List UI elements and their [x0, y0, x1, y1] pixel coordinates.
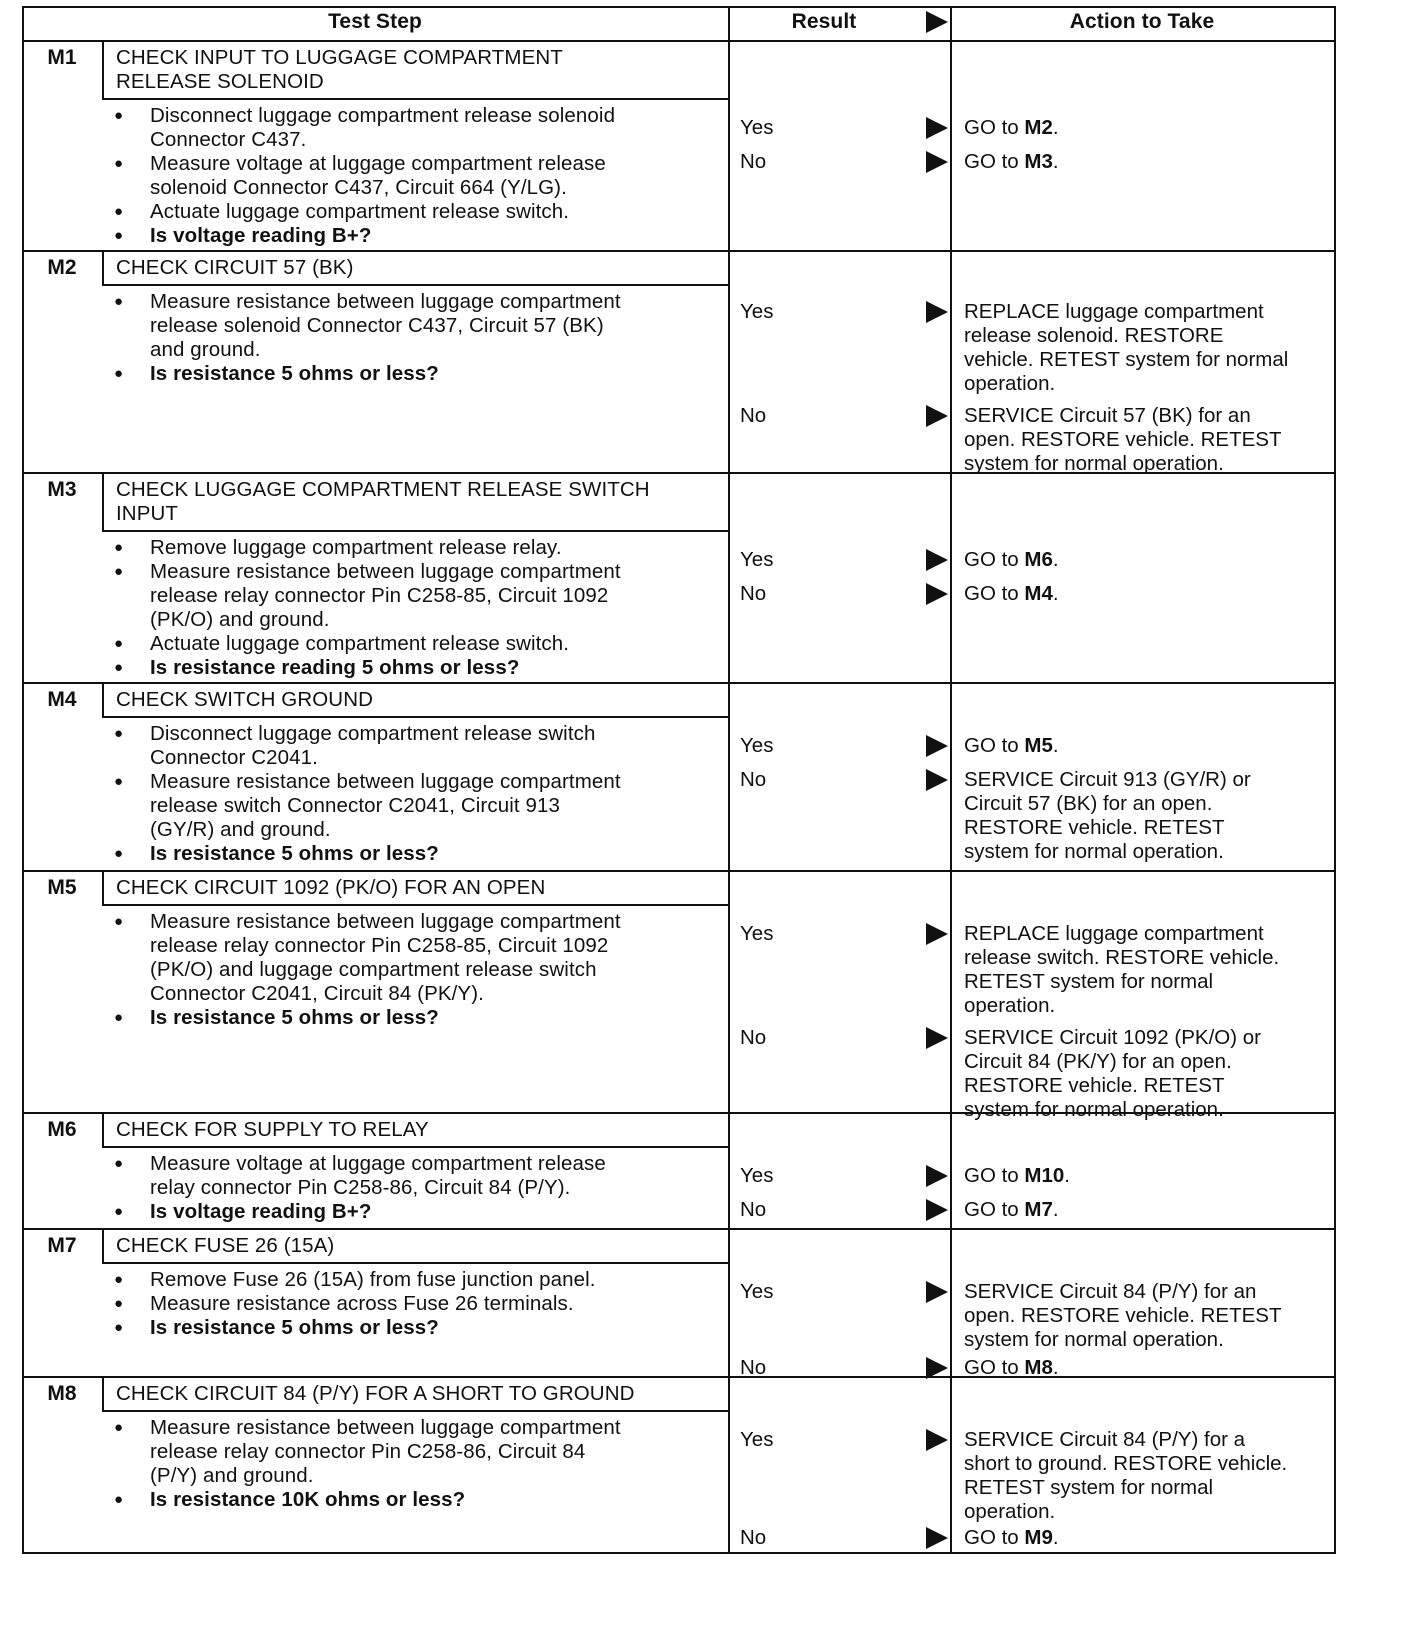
action-text-body: GO to — [964, 1164, 1025, 1187]
step-title: CHECK CIRCUIT 57 (BK) — [116, 256, 354, 279]
bullet-icon: ● — [114, 773, 124, 790]
result-arrow-icon — [926, 1281, 948, 1303]
step-title-underline — [102, 1146, 728, 1148]
header-result: Result — [791, 10, 857, 33]
result-arrow-icon — [926, 1357, 948, 1379]
action-column-divider — [950, 6, 952, 1552]
step-bottom-border — [22, 1552, 1334, 1554]
action-text-suffix: . — [1052, 582, 1059, 605]
result-arrow-icon — [926, 1199, 948, 1221]
action-text — [964, 1026, 1330, 1122]
action-text-body: SERVICE Circuit 84 (P/Y) for an open. RESTORE vehicle. RETEST system for normal operation. — [964, 1280, 1282, 1351]
action-text — [964, 1428, 1330, 1524]
bullet-icon: ● — [114, 635, 124, 652]
step-title-underline — [102, 1262, 728, 1264]
action-text — [964, 1356, 1330, 1380]
action-text-suffix: . — [1052, 116, 1059, 139]
action-text — [964, 1526, 1330, 1550]
action-text-body: GO to — [964, 150, 1025, 173]
step-id: M8 — [47, 1382, 77, 1405]
action-text-suffix: . — [1052, 734, 1059, 757]
action-text-body: REPLACE luggage compartment release switch. RESTORE vehicle. RETEST system for normal operation. — [964, 922, 1280, 1017]
bullet-icon: ● — [114, 1009, 124, 1026]
result-arrow-icon — [926, 923, 948, 945]
bullet-icon: ● — [114, 725, 124, 742]
header-test-step: Test Step — [328, 10, 422, 33]
step-title-underline — [102, 716, 728, 718]
bullet-icon: ● — [114, 203, 124, 220]
action-text — [964, 116, 1330, 140]
step-title-underline — [102, 1410, 728, 1412]
result-no: No — [740, 1026, 767, 1049]
result-arrow-icon — [926, 549, 948, 571]
diagnostic-table — [22, 6, 1390, 1618]
bullet-icon: ● — [114, 845, 124, 862]
bullet-icon: ● — [114, 539, 124, 556]
step-instruction: Measure resistance between luggage compartment release solenoid Connector C437, Circuit 57 (BK) and ground. — [150, 290, 621, 361]
action-text-suffix: . — [1052, 1356, 1059, 1379]
header-action: Action to Take — [1069, 10, 1215, 33]
result-yes: Yes — [740, 116, 774, 139]
result-arrow-icon — [926, 583, 948, 605]
step-id: M5 — [47, 876, 77, 899]
result-arrow-icon — [926, 1527, 948, 1549]
step-title: CHECK CIRCUIT 1092 (PK/O) FOR AN OPEN — [116, 876, 546, 899]
step-id-divider — [102, 682, 104, 716]
action-step-ref: M3 — [1024, 150, 1053, 173]
step-instruction: Measure voltage at luggage compartment release solenoid Connector C437, Circuit 664 (Y/LG). — [150, 152, 606, 199]
action-step-ref: M5 — [1024, 734, 1053, 757]
result-yes: Yes — [740, 1164, 774, 1187]
action-text — [964, 548, 1330, 572]
result-no: No — [740, 404, 767, 427]
action-text — [964, 734, 1330, 758]
action-text-body: GO to — [964, 1198, 1025, 1221]
result-yes: Yes — [740, 300, 774, 323]
action-text — [964, 150, 1330, 174]
bullet-icon: ● — [114, 1203, 124, 1220]
result-arrow-icon — [926, 1027, 948, 1049]
result-no: No — [740, 150, 767, 173]
result-arrow-icon — [926, 117, 948, 139]
bullet-icon: ● — [114, 293, 124, 310]
step-title: CHECK FOR SUPPLY TO RELAY — [116, 1118, 429, 1141]
step-instruction: Measure resistance between luggage compartment release relay connector Pin C258-85, Circuit 1092 (PK/O) and ground. — [150, 560, 621, 631]
bullet-icon: ● — [114, 1319, 124, 1336]
step-title-underline — [102, 98, 728, 100]
action-text — [964, 300, 1330, 396]
action-text-suffix: . — [1052, 548, 1059, 571]
bullet-icon: ● — [114, 1295, 124, 1312]
result-arrow-icon — [926, 301, 948, 323]
bullet-icon: ● — [114, 155, 124, 172]
step-bottom-border — [22, 682, 1334, 684]
step-question: Is resistance 5 ohms or less? — [150, 362, 439, 385]
action-text-body: GO to — [964, 116, 1025, 139]
result-column-divider — [728, 6, 730, 1552]
action-text-body: SERVICE Circuit 1092 (PK/O) or Circuit 84 (PK/Y) for an open. RESTORE vehicle. RETEST system for normal operation. — [964, 1026, 1261, 1121]
action-step-ref: M2 — [1024, 116, 1053, 139]
action-text-suffix: . — [1052, 1526, 1059, 1549]
action-text — [964, 582, 1330, 606]
step-question: Is resistance reading 5 ohms or less? — [150, 656, 520, 679]
step-instruction: Disconnect luggage compartment release switch Connector C2041. — [150, 722, 596, 769]
result-yes: Yes — [740, 734, 774, 757]
step-question: Is voltage reading B+? — [150, 1200, 372, 1223]
action-text-body: GO to — [964, 548, 1025, 571]
action-step-ref: M6 — [1024, 548, 1053, 571]
step-id-divider — [102, 1228, 104, 1262]
action-text-body: SERVICE Circuit 57 (BK) for an open. RESTORE vehicle. RETEST system for normal operation. — [964, 404, 1282, 475]
step-bottom-border — [22, 1228, 1334, 1230]
step-question: Is resistance 5 ohms or less? — [150, 1006, 439, 1029]
step-title: CHECK FUSE 26 (15A) — [116, 1234, 335, 1257]
step-question: Is resistance 5 ohms or less? — [150, 842, 439, 865]
table-left-border — [22, 6, 24, 1552]
action-text-body: REPLACE luggage compartment release solenoid. RESTORE vehicle. RETEST system for normal operation. — [964, 300, 1289, 395]
result-arrow-icon — [926, 1165, 948, 1187]
result-yes: Yes — [740, 922, 774, 945]
step-question: Is resistance 5 ohms or less? — [150, 1316, 439, 1339]
action-text-body: SERVICE Circuit 84 (P/Y) for a short to ground. RESTORE vehicle. RETEST system for normal operation. — [964, 1428, 1288, 1523]
header-arrow-icon — [926, 11, 948, 33]
action-step-ref: M10 — [1024, 1164, 1065, 1187]
bullet-icon: ● — [114, 107, 124, 124]
bullet-icon: ● — [114, 1419, 124, 1436]
step-id-divider — [102, 40, 104, 98]
result-no: No — [740, 768, 767, 791]
step-id: M4 — [47, 688, 77, 711]
bullet-icon: ● — [114, 1491, 124, 1508]
action-text-body: GO to — [964, 1356, 1025, 1379]
step-instruction: Measure resistance between luggage compartment release relay connector Pin C258-85, Circuit 1092 (PK/O) and luggage compartment release switch Connector C2041, Circuit 84 (PK/Y). — [150, 910, 621, 1005]
step-instruction: Measure resistance across Fuse 26 terminals. — [150, 1292, 574, 1315]
action-text-body: GO to — [964, 1526, 1025, 1549]
step-title: CHECK INPUT TO LUGGAGE COMPARTMENT RELEASE SOLENOID — [116, 46, 563, 93]
step-instruction: Measure resistance between luggage compartment release switch Connector C2041, Circuit 913 (GY/R) and ground. — [150, 770, 621, 841]
action-text — [964, 1280, 1330, 1352]
step-id: M3 — [47, 478, 77, 501]
action-step-ref: M7 — [1024, 1198, 1053, 1221]
result-arrow-icon — [926, 151, 948, 173]
action-text-suffix: . — [1052, 150, 1059, 173]
result-arrow-icon — [926, 1429, 948, 1451]
result-no: No — [740, 1356, 767, 1379]
action-text — [964, 922, 1330, 1018]
step-instruction: Measure resistance between luggage compartment release relay connector Pin C258-86, Circuit 84 (P/Y) and ground. — [150, 1416, 621, 1487]
bullet-icon: ● — [114, 365, 124, 382]
table-top-border — [22, 6, 1334, 8]
step-id-divider — [102, 1112, 104, 1146]
action-step-ref: M9 — [1024, 1526, 1053, 1549]
step-id-divider — [102, 1376, 104, 1410]
step-title-underline — [102, 904, 728, 906]
step-instruction: Remove luggage compartment release relay. — [150, 536, 562, 559]
header-bottom-border — [22, 40, 1334, 42]
step-id-divider — [102, 870, 104, 904]
action-text-body: GO to — [964, 582, 1025, 605]
result-no: No — [740, 582, 767, 605]
step-question: Is resistance 10K ohms or less? — [150, 1488, 466, 1511]
step-bottom-border — [22, 870, 1334, 872]
step-id-divider — [102, 250, 104, 284]
action-step-ref: M4 — [1024, 582, 1053, 605]
table-right-border — [1334, 6, 1336, 1552]
step-bottom-border — [22, 250, 1334, 252]
result-yes: Yes — [740, 1428, 774, 1451]
step-question: Is voltage reading B+? — [150, 224, 372, 247]
action-text — [964, 1164, 1330, 1188]
action-text — [964, 1198, 1330, 1222]
bullet-icon: ● — [114, 227, 124, 244]
step-id: M7 — [47, 1234, 77, 1257]
action-text — [964, 404, 1330, 476]
step-instruction: Disconnect luggage compartment release solenoid Connector C437. — [150, 104, 616, 151]
step-instruction: Measure voltage at luggage compartment release relay connector Pin C258-86, Circuit 84 (P/Y). — [150, 1152, 606, 1199]
result-arrow-icon — [926, 735, 948, 757]
step-title: CHECK CIRCUIT 84 (P/Y) FOR A SHORT TO GROUND — [116, 1382, 635, 1405]
step-title: CHECK SWITCH GROUND — [116, 688, 374, 711]
result-yes: Yes — [740, 548, 774, 571]
step-id: M2 — [47, 256, 77, 279]
step-title-underline — [102, 284, 728, 286]
step-id: M1 — [47, 46, 77, 69]
step-instruction: Remove Fuse 26 (15A) from fuse junction panel. — [150, 1268, 596, 1291]
result-no: No — [740, 1526, 767, 1549]
step-instruction: Actuate luggage compartment release switch. — [150, 632, 570, 655]
bullet-icon: ● — [114, 1155, 124, 1172]
result-arrow-icon — [926, 405, 948, 427]
bullet-icon: ● — [114, 659, 124, 676]
step-instruction: Actuate luggage compartment release switch. — [150, 200, 570, 223]
result-arrow-icon — [926, 769, 948, 791]
step-id: M6 — [47, 1118, 77, 1141]
step-title-underline — [102, 530, 728, 532]
result-yes: Yes — [740, 1280, 774, 1303]
bullet-icon: ● — [114, 1271, 124, 1288]
action-text-body: SERVICE Circuit 913 (GY/R) or Circuit 57 (BK) for an open. RESTORE vehicle. RETEST system for normal operation. — [964, 768, 1251, 863]
result-no: No — [740, 1198, 767, 1221]
action-text — [964, 768, 1330, 864]
action-step-ref: M8 — [1024, 1356, 1053, 1379]
bullet-icon: ● — [114, 563, 124, 580]
step-title: CHECK LUGGAGE COMPARTMENT RELEASE SWITCH INPUT — [116, 478, 650, 525]
action-text-suffix: . — [1064, 1164, 1070, 1187]
step-id-divider — [102, 472, 104, 530]
bullet-icon: ● — [114, 913, 124, 930]
action-text-suffix: . — [1052, 1198, 1059, 1221]
action-text-body: GO to — [964, 734, 1025, 757]
